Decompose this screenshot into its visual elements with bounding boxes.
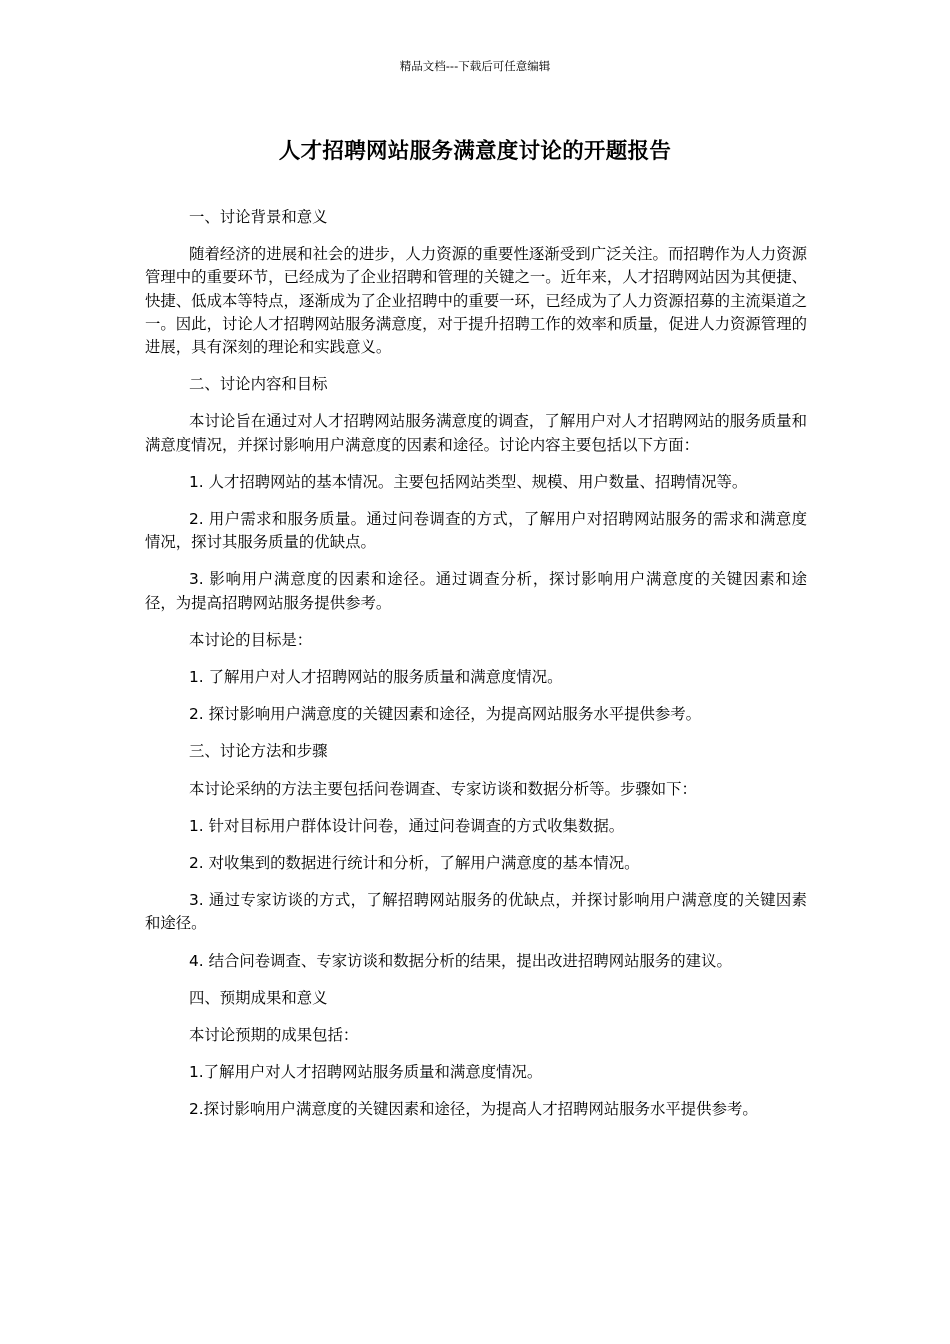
section-heading-4: 四、预期成果和意义 (189, 988, 328, 1007)
paragraph: 本讨论旨在通过对人才招聘网站服务满意度的调查，了解用户对人才招聘网站的服务质量和满意度情况，并探讨影响用户满意度的因素和途径。讨论内容主要包括以下方面： (145, 412, 807, 454)
section-heading-3: 三、讨论方法和步骤 (189, 742, 328, 761)
list-item: 1. 针对目标用户群体设计问卷，通过问卷调查的方式收集数据。 (189, 816, 625, 835)
list-item: 3. 影响用户满意度的因素和途径。通过调查分析，探讨影响用户满意度的关键因素和途径，为提高招聘网站服务提供参考。 (145, 570, 807, 612)
section-heading-2: 二、讨论内容和目标 (189, 375, 328, 394)
list-item: 1.了解用户对人才招聘网站服务质量和满意度情况。 (189, 1063, 543, 1082)
document-title: 人才招聘网站服务满意度讨论的开题报告 (278, 139, 672, 164)
list-item: 2.探讨影响用户满意度的关键因素和途径，为提高人才招聘网站服务水平提供参考。 (189, 1100, 758, 1119)
list-item: 1. 人才招聘网站的基本情况。主要包括网站类型、规模、用户数量、招聘情况等。 (189, 472, 748, 491)
paragraph: 随着经济的进展和社会的进步，人力资源的重要性逐渐受到广泛关注。而招聘作为人力资源管理中的重要环节，已经成为了企业招聘和管理的关键之一。近年来，人才招聘网站因为其便捷、快捷、低成本等特点，逐渐成为了企业招聘中的重要一环，已经成为了人力资源招募的主流渠道之一。因此，讨论人才招聘网站服务满意度，对于提升招聘工作的效率和质量，促进人力资源管理的进展，具有深刻的理论和实践意义。 (145, 245, 807, 357)
paragraph: 本讨论预期的成果包括： (189, 1026, 359, 1045)
list-item: 1. 了解用户对人才招聘网站的服务质量和满意度情况。 (189, 668, 563, 687)
list-item: 2. 探讨影响用户满意度的关键因素和途径，为提高网站服务水平提供参考。 (189, 705, 702, 724)
list-item: 4. 结合问卷调查、专家访谈和数据分析的结果，提出改进招聘网站服务的建议。 (189, 951, 732, 970)
paragraph: 本讨论采纳的方法主要包括问卷调查、专家访谈和数据分析等。步骤如下： (189, 779, 697, 798)
list-item: 2. 对收集到的数据进行统计和分析，了解用户满意度的基本情况。 (189, 854, 640, 873)
section-heading-1: 一、讨论背景和意义 (189, 208, 328, 226)
list-item: 3. 通过专家访谈的方式，了解招聘网站服务的优缺点，并探讨影响用户满意度的关键因素和途径。 (145, 891, 807, 933)
list-item: 2. 用户需求和服务质量。通过问卷调查的方式，了解用户对招聘网站服务的需求和满意度情况，探讨其服务质量的优缺点。 (145, 510, 807, 552)
page-header: 精品文档---下载后可任意编辑 (399, 59, 551, 73)
document-body (145, 206, 807, 1136)
paragraph: 本讨论的目标是： (189, 630, 313, 649)
